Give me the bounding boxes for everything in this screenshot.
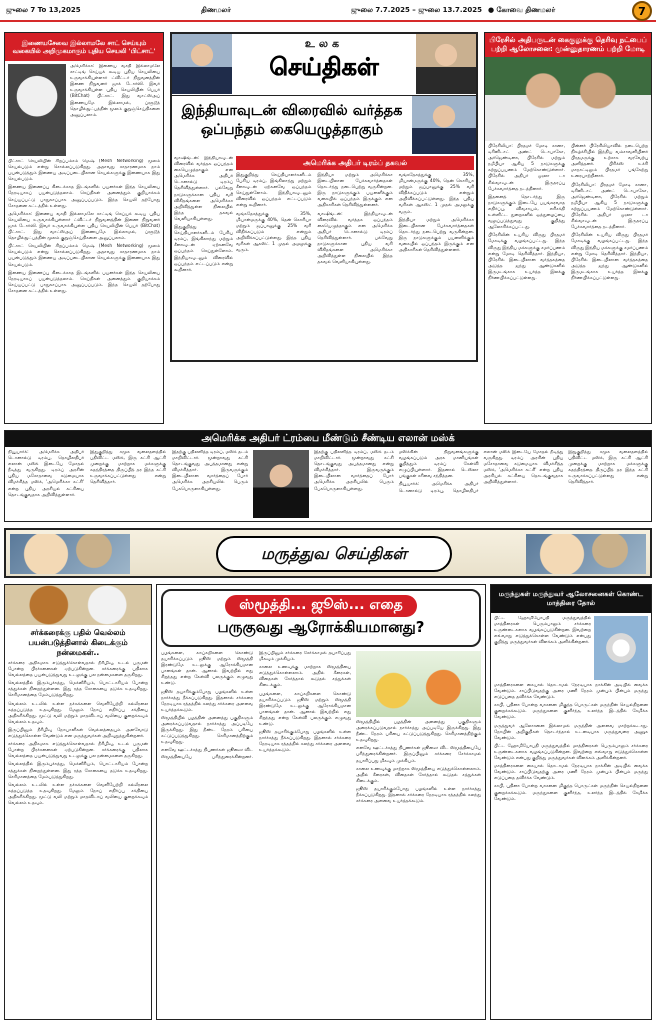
xi-photo — [416, 34, 476, 94]
musk-paragraph: நியூயார்க்: அமெரிக்க அதிபர் டொனால்டு டிரம்பு, தொழிலதிபர் எலான் மஸ்க் இடையே மோதல் நீடித்து வருகிறது. டிரம்ப் அரசின் புதிய மசோதாவை கடுமையாக விமர்சித்த மஸ்க், 'அமெரிக்கா கட்சி' என்ற புதிய அரசியல் கட்சியை தொடங்குவதாக அறிவித்துள்ளார். — [398, 450, 564, 494]
smoothie-paragraph: பழங்களை, காய்கறிகளை கொண்டு தயாரிக்கப்படும் ஜூஸ் மற்றும் ஸ்மூத்தி இரண்டுமே உடலுக்கு ஆரோக்கியமான பானங்கள் தான். ஆனால் இவற்றில் எது சிறந்தது என்ற கேள்வி பலருக்கும் எழுவது உண்டு. — [259, 691, 351, 728]
world-news-body-cols — [236, 170, 474, 360]
masthead-edition: ● கோவை திணமலர் — [488, 5, 556, 14]
musk-body-left — [8, 450, 248, 520]
brazil-paragraph: பிரேசிலியா: பிரதமர் மோடி கானா, டிரினிடாட் அண்ட் டொபாகோ, அர்ஜெண்டினா, பிரேசில் மற்றும் நமீபியா ஆகிய 5 நாடுகளுக்கு சுற்றுப்பயணம் மேற்கொண்டுள்ளார். பிரேசில் அதிபர் லூலா டா சில்வாவுடன் இருதரப்பு பேச்சுவார்த்தை நடத்தினார். — [571, 182, 648, 231]
musk-headline: அமெரிக்க அதிபர் ட்ரம்பை மீண்டும் சீண்டிய எலான் மஸ்க் — [5, 431, 651, 447]
smoothie-paragraph: காலை உணவுக்கு மாற்றாக ஸ்மூத்தியை எடுத்துக்கொள்ளலாம். அதில் கீரைகள், விதைகள் சேர்த்தால் கூடுதல் சத்துக்கள் கிடைக்கும். — [356, 766, 481, 784]
world-news-paragraph: வாஷிங்டன்: இந்தியாவுடன் விரைவில் வர்த்தக ஒப்பந்தம் கையெழுத்தாகும் என அமெரிக்க அதிபர் டொனால்டு டிரம்ப் தெரிவித்துள்ளார். பல்வேறு நாடுகளுக்கான புதிய வரி விகிதங்களை அமெரிக்கா அறிவித்துள்ள நிலையில் இந்த தகவல் வெளியாகியுள்ளது. — [317, 211, 393, 266]
homeopathy-headline: மருந்துகள் மருந்துவர் ஆலோசனைகள் கொண்ட மாத்திரை தோல் — [491, 585, 651, 613]
jaggery-paragraph: இருப்பினும் நீரிழிவு நோயாளிகள் வெல்லத்தையும் அளவோடு எடுத்துக்கொள்ள வேண்டும் என மருத்துவர்கள் அறிவுறுத்துகின்றனர். — [8, 727, 148, 740]
masthead — [0, 0, 656, 22]
world-news-paragraph: வாஷிங்டன்: இந்தியாவுடன் விரைவில் வர்த்தக ஒப்பந்தம் கையெழுத்தாகும் என அமெரிக்க அதிபர் டொனால்டு டிரம்ப் தெரிவித்துள்ளார். பல்வேறு நாடுகளுக்கான புதிய வரி விகிதங்களை அமெரிக்கா அறிவித்துள்ள நிலையில் இந்த தகவல் வெளியாகியுள்ளது. — [174, 156, 233, 222]
brazil-article — [484, 32, 652, 424]
bitchat-phone-photo — [8, 64, 66, 156]
jaggery-article — [4, 584, 152, 1020]
masthead-dates: ஜுலை 7.7.2025 – ஜுலை 13.7.2025 — [350, 5, 482, 14]
bitchat-paragraph: இணைய இணைப்பு கிடைக்காத இடங்களில் பயனர்கள் இந்த செயலியை நேரடியாகப் பயன்படுத்தலாம். செய்திகள் அனைத்தும் குறியாக்கம் செய்யப்பட்டு பாதுகாப்பாக அனுப்பப்படும். இந்த செயலி தற்போது சோதனை கட்டத்தில் உள்ளது. — [8, 270, 160, 294]
musk-paragraph: இதற்கு பதிலளித்த டிரம்ப், மஸ்க் தடம் மாறிவிட்டார். மூன்றாவது கட்சி தொடங்குவது அபத்தமானது என்று விமர்சித்தார். இருவருக்கும் இடையிலான வார்த்தைப் போர் அமெரிக்க அரசியலில் பெரும் பேசுபொருளாகியுள்ளது. — [172, 450, 248, 492]
smoothie-paragraph: காலை உணவுக்கு மாற்றாக ஸ்மூத்தியை எடுத்துக்கொள்ளலாம். அதில் கீரைகள், விதைகள் சேர்த்தால் கூடுதல் சத்துக்கள் கிடைக்கும். — [259, 665, 351, 689]
smoothie-headline-1: ஸ்மூத்தி... ஜூஸ்... எதை — [225, 595, 416, 617]
jaggery-headline: சர்க்கரைக்கு பதில் வெல்லம் பயன்படுத்தினால் கிடைக்கும் நன்மைகள்.. — [28, 628, 128, 657]
smoothie-body-left — [161, 651, 351, 1011]
smoothie-body-right — [356, 717, 481, 1007]
homeopathy-pills-photo — [594, 616, 648, 680]
homeopathy-article — [490, 584, 652, 1020]
world-news-section — [170, 32, 478, 362]
bitchat-paragraph: பிட்சாட் செயலியின் சிறப்பம்சம் மெஷ் (Mesh Networking) மூலம் செயல்படும் என்று சொல்லப்படுகிறது. அதாவது சாதாரணமாக நாம் பயன்படுத்தும் இணைய அடிப்படையிலான செயல்களுக்கு இணையாக இது செயல்படும். — [8, 159, 160, 183]
brazil-paragraph: பிரேசிலின் உயரிய விருது பிரதமர் மோடிக்கு வழங்கப்பட்டது. இந்த விருது இந்திய மக்களுக்கு சமர்ப்பணம் என்று மோடி தெரிவித்தார். இந்தியா, பிரேசில் இடையிலான வர்த்தகத்தை அடுத்த ஐந்து ஆண்டுகளில் இருமடங்காக உயர்த்த இலக்கு நிர்ணயிக்கப்பட்டுள்ளது. — [488, 233, 565, 281]
smoothie-article — [156, 584, 486, 1020]
smoothie-photo — [356, 651, 481, 717]
smoothie-paragraph: ஜூஸ் தயாரிக்கும்போது பழங்களில் உள்ள நார்ச்சத்து நீக்கப்படுகிறது. இதனால் சர்க்கரை நேரடியாக ரத்தத்தில் கலந்து சர்க்கரை அளவை உயர்த்தக்கூடும். — [161, 689, 253, 713]
world-news-paragraph: வங்கதேசத்துக்கு 35%, மியான்மருக்கு 40%, தென் கொரியா மற்றும் ஜப்பானுக்கு 25% வரி விதிக்கப்படும் என்றும் அறிவிக்கப்பட்டுள்ளது. இந்த புதிய வரிகள் ஆகஸ்ட் 1 முதல் அமலுக்கு வரும். — [236, 211, 312, 254]
jaggery-paragraph: சர்க்கரை அதிகமாக எடுத்துக்கொள்வதால் நீரிழிவு, உடல் பருமன் போன்ற பிரச்சனைகள் ஏற்படுகின்றன. சர்க்கரைக்கு பதிலாக வெல்லத்தை பயன்படுத்துவது உடலுக்கு பல நன்மைகளை தருகிறது. — [8, 661, 148, 679]
jaggery-paragraph: வெல்லம் உடலில் உள்ள நச்சுக்களை வெளியேற்றி கல்லீரலை சுத்தப்படுத்த உதவுகிறது. மேலும் நோய் எதிர்ப்பு சக்தியை அதிகரிக்கிறது. மூட்டு வலி மற்றும் மாதவிடாய் வலியை குறைக்கவும் வெல்லம் உதவும். — [8, 701, 148, 725]
musk-photo — [253, 450, 309, 518]
modi-lula-photo — [485, 57, 651, 141]
smoothie-paragraph: எனவே ஊட்டச்சத்து நிபுணர்கள் ஜூஸை விட ஸ்மூத்தியையே பரிந்துரைக்கின்றனர். இருப்பினும் சர்க்கரை சேர்க்காமல் தயாரிப்பது மிகவும் முக்கியம். — [356, 746, 481, 764]
jaggery-paragraph: வெல்லத்தில் இரும்புச்சத்து, மெக்னீசியம், பொட்டாசியம் போன்ற சத்துக்கள் நிறைந்துள்ளன. இது ரத்த சோகையை தடுக்க உதவுகிறது. செரிமானத்தை மேம்படுத்துகிறது. — [8, 681, 148, 699]
jaggery-paragraph: சர்க்கரை அதிகமாக எடுத்துக்கொள்வதால் நீரிழிவு, உடல் பருமன் போன்ற பிரச்சனைகள் ஏற்படுகின்றன. சர்க்கரைக்கு பதிலாக வெல்லத்தை பயன்படுத்துவது உடலுக்கு பல நன்மைகளை தருகிறது. — [8, 742, 148, 760]
world-news-paragraph: வங்கதேசத்துக்கு 35%, மியான்மருக்கு 40%, தென் கொரியா மற்றும் ஜப்பானுக்கு 25% வரி விதிக்கப்படும் என்றும் அறிவிக்கப்பட்டுள்ளது. இந்த புதிய வரிகள் ஆகஸ்ட் 1 முதல் அமலுக்கு வரும். — [398, 173, 474, 215]
masthead-date-range: ஜுலை 7 To 13,2025 — [6, 5, 81, 14]
medical-banner-title: மருத்துவ செய்திகள் — [216, 536, 452, 572]
musk-paragraph: இதற்கு பதிலளித்த டிரம்ப், மஸ்க் தடம் மாறிவிட்டார். மூன்றாவது கட்சி தொடங்குவது அபத்தமானது என்று விமர்சித்தார். இருவருக்கும் இடையிலான வார்த்தைப் போர் அமெரிக்க அரசியலில் பெரும் பேசுபொருளாகியுள்ளது. — [314, 450, 394, 492]
jaggery-photo — [5, 585, 151, 625]
brazil-body — [485, 141, 651, 417]
fruit-photo-left — [10, 534, 130, 574]
world-news-paragraph: இந்தியா மற்றும் அமெரிக்கா இடையிலான பேச்சுவார்த்தைகள் தொடர்ந்து நடைபெற்று வருகின்றன. இரு நாடுகளுக்கும் பயனளிக்கும் வகையில் ஒப்பந்தம் இருக்கும் என அதிகாரிகள் தெரிவித்துள்ளனர். — [317, 173, 393, 209]
smoothie-paragraph: ஜூஸ் தயாரிக்கும்போது பழங்களில் உள்ள நார்ச்சத்து நீக்கப்படுகிறது. இதனால் சர்க்கரை நேரடியாக ரத்தத்தில் கலந்து சர்க்கரை அளவை உயர்த்தக்கூடும். — [259, 730, 351, 754]
page-number-badge: 7 — [632, 1, 652, 21]
smoothie-paragraph: எனவே ஊட்டச்சத்து நிபுணர்கள் ஜூஸை விட ஸ்மூத்தியையே பரிந்துரைக்கின்றனர். இருப்பினும் சர்க்கரை சேர்க்காமல் தயாரிப்பது மிகவும் முக்கியம். — [161, 651, 351, 760]
jaggery-paragraph: வெல்லம் உடலில் உள்ள நச்சுக்களை வெளியேற்றி கல்லீரலை சுத்தப்படுத்த உதவுகிறது. மேலும் நோய் எதிர்ப்பு சக்தியை அதிகரிக்கிறது. மூட்டு வலி மற்றும் மாதவிடாய் வலியை குறைக்கவும் வெல்லம் உதவும். — [8, 782, 148, 806]
smoothie-paragraph: ஜூஸ் தயாரிக்கும்போது பழங்களில் உள்ள நார்ச்சத்து நீக்கப்படுகிறது. இதனால் சர்க்கரை நேரடியாக ரத்தத்தில் கலந்து சர்க்கரை அளவை உயர்த்தக்கூடும். — [356, 786, 481, 805]
world-news-paragraph: இந்தியா மற்றும் அமெரிக்கா இடையிலான பேச்சுவார்த்தைகள் தொடர்ந்து நடைபெற்று வருகின்றன. இரு நாடுகளுக்கும் பயனளிக்கும் வகையில் ஒப்பந்தம் இருக்கும் என அதிகாரிகள் தெரிவித்துள்ளனர். — [398, 217, 474, 254]
trump-speaking-photo — [412, 96, 476, 154]
bitchat-paragraph: பிட்சாட் செயலியின் சிறப்பம்சம் மெஷ் (Mesh Networking) மூலம் செயல்படும் என்று சொல்லப்படுகிறது. அதாவது சாதாரணமாக நாம் பயன்படுத்தும் இணைய அடிப்படையிலான செயல்களுக்கு இணையாக இது செயல்படும். — [8, 244, 160, 268]
world-news-paragraph: இதுகுறித்து செய்தியாளர்களிடம் பேசிய டிரம்ப், இங்கிலாந்து மற்றும் சீனாவுடன் ஏற்கனவே ஒப்பந்தம் செய்துள்ளோம். இந்தியாவுடனும் விரைவில் ஒப்பந்தம் எட்டப்படும் என்று கூறினார். — [236, 173, 312, 209]
world-news-paragraph: இதுகுறித்து செய்தியாளர்களிடம் பேசிய டிரம்ப், இங்கிலாந்து மற்றும் சீனாவுடன் ஏற்கனவே ஒப்பந்தம் செய்துள்ளோம். இந்தியாவுடனும் விரைவில் ஒப்பந்தம் எட்டப்படும் என்று கூறினார். — [174, 225, 233, 273]
medical-banner — [4, 528, 652, 578]
smoothie-paragraph: ஸ்மூத்தியில் பழத்தின் அனைத்து பகுதிகளும் அரைக்கப்படுவதால் நார்ச்சத்து அப்படியே இருக்கிறது. இது நீண்ட நேரம் பசியை கட்டுப்படுத்துகிறது. செரிமானத்திற்கும் உதவுகிறது. — [356, 720, 481, 744]
world-news-title: செய்திகள் — [269, 52, 379, 81]
bitchat-body — [5, 159, 163, 421]
fruit-photo-right — [526, 534, 646, 574]
brazil-paragraph: பின்னர் பிரேசிலியாவில் நடைபெற்ற நிகழ்ச்சியில் இந்திய வம்சாவளியினர் பிரதமருக்கு உற்சாக வரவேற்பு அளித்தனர். பிரிக்ஸ் உச்சி மாநாட்டிலும் பிரதமர் பங்கேற்று உரையாற்றினார். — [571, 144, 648, 180]
smoothie-headline-box — [161, 589, 481, 647]
musk-paragraph: இதுகுறித்து சமூக வலைதளத்தில் பதிவிட்ட மஸ்க், இரு கட்சி ஆட்சி முறைக்கு மாற்றாக மக்களுக்கு சுதந்திரத்தை திருப்பித் தர இந்த கட்சி உருவாக்கப்பட்டுள்ளது என்று தெரிவித்தார். — [568, 450, 648, 486]
musk-paragraph: நியூயார்க்: அமெரிக்க அதிபர் டொனால்டு டிரம்பு, தொழிலதிபர் எலான் மஸ்க் இடையே மோதல் நீடித்து வருகிறது. டிரம்ப் அரசின் புதிய மசோதாவை கடுமையாக விமர்சித்த மஸ்க், 'அமெரிக்கா கட்சி' என்ற புதிய அரசியல் கட்சியை தொடங்குவதாக அறிவித்துள்ளார். — [8, 450, 84, 498]
homeopathy-paragraph: காபி, புதினா போன்ற வாசனை மிகுந்த பொருட்கள் மருந்தின் செயல்திறனை குறைக்கக்கூடும். மருந்துகளை குளிர்ந்த, உலர்ந்த இடத்தில் சேமிக்க வேண்டும். — [494, 703, 648, 721]
musk-paragraph: மஸ்க்கின் நிறுவனங்களுக்கு வழங்கப்படும் அரசு மானியங்கள் குறித்தும் டிரம்ப் கேள்வி எழுப்பியுள்ளார். இதனால் டெஸ்லா பங்குகள் சரிவை சந்தித்தன. — [398, 450, 479, 480]
brazil-paragraph: இதனைத் தொடர்ந்து இரு நாடுகளுக்கும் இடையே பயங்கரவாத எதிர்ப்பு, விவசாயம், எரிசக்தி உள்ளிட்ட துறைகளில் ஒத்துழைப்பை வலுப்படுத்துவது குறித்து ஆலோசிக்கப்பட்டது. — [488, 194, 565, 231]
trump-photo — [172, 34, 232, 94]
bitchat-article — [4, 32, 164, 424]
smoothie-paragraph: பழங்களை, காய்கறிகளை கொண்டு தயாரிக்கப்படும் ஜூஸ் மற்றும் ஸ்மூத்தி இரண்டுமே உடலுக்கு ஆரோக்கியமான பானங்கள் தான். ஆனால் இவற்றில் எது சிறந்தது என்ற கேள்வி பலருக்கும் எழுவது உண்டு. — [161, 651, 253, 687]
smoothie-paragraph: ஸ்மூத்தியில் பழத்தின் அனைத்து பகுதிகளும் அரைக்கப்படுவதால் நார்ச்சத்து அப்படியே இருக்கிறது. இது நீண்ட நேரம் பசியை கட்டுப்படுத்துகிறது. செரிமானத்திற்கும் உதவுகிறது. — [161, 715, 253, 746]
homeopathy-paragraph: காபி, புதினா போன்ற வாசனை மிகுந்த பொருட்கள் மருந்தின் செயல்திறனை குறைக்கக்கூடும். மருந்துகளை குளிர்ந்த, உலர்ந்த இடத்தில் சேமிக்க வேண்டும். — [494, 784, 648, 802]
brazil-headline: பிரேசில் அதிபருடன் கைகுலுக்கு தெரிவு நட்பைப் பற்றி ஆலோசனை: முன்னுதாரணம் பற்றி மோடி — [485, 33, 651, 57]
bitchat-paragraph: அமெரிக்கா: இணைய வசதி இல்லாமலே சாட்டிங் செய்யக் கூடிய புதிய செயலியை உருவாக்கியுள்ளார் ட்விட்டர் நிறுவனத்தின் இணை நிறுவனர் ஜாக் டோர்ஸி. இவர் உருவாக்கியுள்ள புதிய செயலியின் பெயர் (BitChat) பிட்சாட். இது வாட்ஸ்அப் இணையமே இல்லாமல், ப்ளூடூத் தொழில்நுட்பத்தின் மூலம் குறுஞ்செய்திகளை அனுப்பலாம். — [8, 211, 160, 242]
musk-article — [4, 430, 652, 522]
homeopathy-paragraph: மாத்திரைகளை கையால் தொடாமல் நேரடியாக நாக்கின் அடியில் வைக்க வேண்டும். சாப்பிடுவதற்கு அரை மணி நேரம் முன்பும் பின்பும் மருந்து எடுப்பதை தவிர்க்க வேண்டும். — [494, 683, 648, 701]
musk-body-right — [314, 450, 648, 520]
homeopathy-body — [491, 683, 651, 1013]
bitchat-headline: இணையசேவை இல்லாமலே சாட் செய்யும் வகையில் அறிமுகமாகும் புதிய செயலி 'பிட்சாட்' — [5, 33, 163, 61]
musk-paragraph: இதுகுறித்து சமூக வலைதளத்தில் பதிவிட்ட மஸ்க், இரு கட்சி ஆட்சி முறைக்கு மாற்றாக மக்களுக்கு சுதந்திரத்தை திருப்பித் தர இந்த கட்சி உருவாக்கப்பட்டுள்ளது என்று தெரிவித்தார். — [90, 450, 166, 486]
homeopathy-body-intro: பிட்ட ஹோமியோபதி மருத்துவத்தில் மாத்திரைகள் பெரும்பாலும் சர்க்கரை உருண்டைகளாக வழங்கப்படுகின்றன. இவற்றை எவ்வாறு எடுத்துக்கொள்ள வேண்டும் என்பது குறித்து மருத்துவர்கள் விளக்கம் அளிக்கின்றனர். — [494, 616, 591, 646]
world-news-headline: இந்தியாவுடன் விரைவில் வர்த்தக ஒப்பந்தம் கையெழுத்தாகும் — [181, 103, 403, 138]
brazil-paragraph: பிரேசிலியா: பிரதமர் மோடி கானா, டிரினிடாட் அண்ட் டொபாகோ, அர்ஜெண்டினா, பிரேசில் மற்றும் நமீபியா ஆகிய 5 நாடுகளுக்கு சுற்றுப்பயணம் மேற்கொண்டுள்ளார். பிரேசில் அதிபர் லூலா டா சில்வாவுடன் இருதரப்பு பேச்சுவார்த்தை நடத்தினார். — [488, 144, 565, 192]
jaggery-body — [5, 661, 151, 1020]
brazil-paragraph: பிரேசிலின் உயரிய விருது பிரதமர் மோடிக்கு வழங்கப்பட்டது. இந்த விருது இந்திய மக்களுக்கு சமர்ப்பணம் என்று மோடி தெரிவித்தார். இந்தியா, பிரேசில் இடையிலான வர்த்தகத்தை அடுத்த ஐந்து ஆண்டுகளில் இருமடங்காக உயர்த்த இலக்கு நிர்ணயிக்கப்பட்டுள்ளது. — [571, 233, 648, 281]
bitchat-paragraph: இணைய இணைப்பு கிடைக்காத இடங்களில் பயனர்கள் இந்த செயலியை நேரடியாகப் பயன்படுத்தலாம். செய்திகள் அனைத்தும் குறியாக்கம் செய்யப்பட்டு பாதுகாப்பாக அனுப்பப்படும். இந்த செயலி தற்போது சோதனை கட்டத்தில் உள்ளது. — [8, 185, 160, 209]
masthead-title: திணமலர் — [201, 5, 231, 14]
world-news-body-col1 — [174, 156, 236, 356]
jaggery-paragraph: வெல்லத்தில் இரும்புச்சத்து, மெக்னீசியம், பொட்டாசியம் போன்ற சத்துக்கள் நிறைந்துள்ளன. இது ரத்த சோகையை தடுக்க உதவுகிறது. செரிமானத்தை மேம்படுத்துகிறது. — [8, 762, 148, 780]
smoothie-headline-2: பருகுவது ஆரோக்கியமானது? — [217, 618, 425, 636]
homeopathy-paragraph: மாத்திரைகளை கையால் தொடாமல் நேரடியாக நாக்கின் அடியில் வைக்க வேண்டும். சாப்பிடுவதற்கு அரை மணி நேரம் முன்பும் பின்பும் மருந்து எடுப்பதை தவிர்க்க வேண்டும். — [494, 764, 648, 782]
world-news-label: உலக — [304, 37, 344, 50]
bitchat-body-intro: அமெரிக்கா: இணைய வசதி இல்லாமலே சாட்டிங் செய்யக் கூடிய புதிய செயலியை உருவாக்கியுள்ளார் ட்விட்டர் நிறுவனத்தின் இணை நிறுவனர் ஜாக் டோர்ஸி. இவர் உருவாக்கியுள்ள புதிய செயலியின் பெயர் (BitChat) பிட்சாட். இது வாட்ஸ்அப் இணையமே இல்லாமல், ப்ளூடூத் தொழில்நுட்பத்தின் மூலம் குறுஞ்செய்திகளை அனுப்பலாம். — [70, 64, 160, 118]
world-news-subhead: அமெரிக்க அதிபர் டிரம்ப் தகவல் — [236, 156, 474, 170]
homeopathy-paragraph: பிட்ட ஹோமியோபதி மருத்துவத்தில் மாத்திரைகள் பெரும்பாலும் சர்க்கரை உருண்டைகளாக வழங்கப்படுகின்றன. இவற்றை எவ்வாறு எடுத்துக்கொள்ள வேண்டும் என்பது குறித்து மருத்துவர்கள் விளக்கம் அளிக்கின்றனர். — [494, 743, 648, 762]
homeopathy-paragraph: மருத்துவர் ஆலோசனை இல்லாமல் மருந்தின் அளவை மாற்றக்கூடாது. நோயின் அறிகுறிகள் தொடர்ந்தால் உடனடியாக மருத்துவரை அணுக வேண்டும். — [494, 723, 648, 741]
